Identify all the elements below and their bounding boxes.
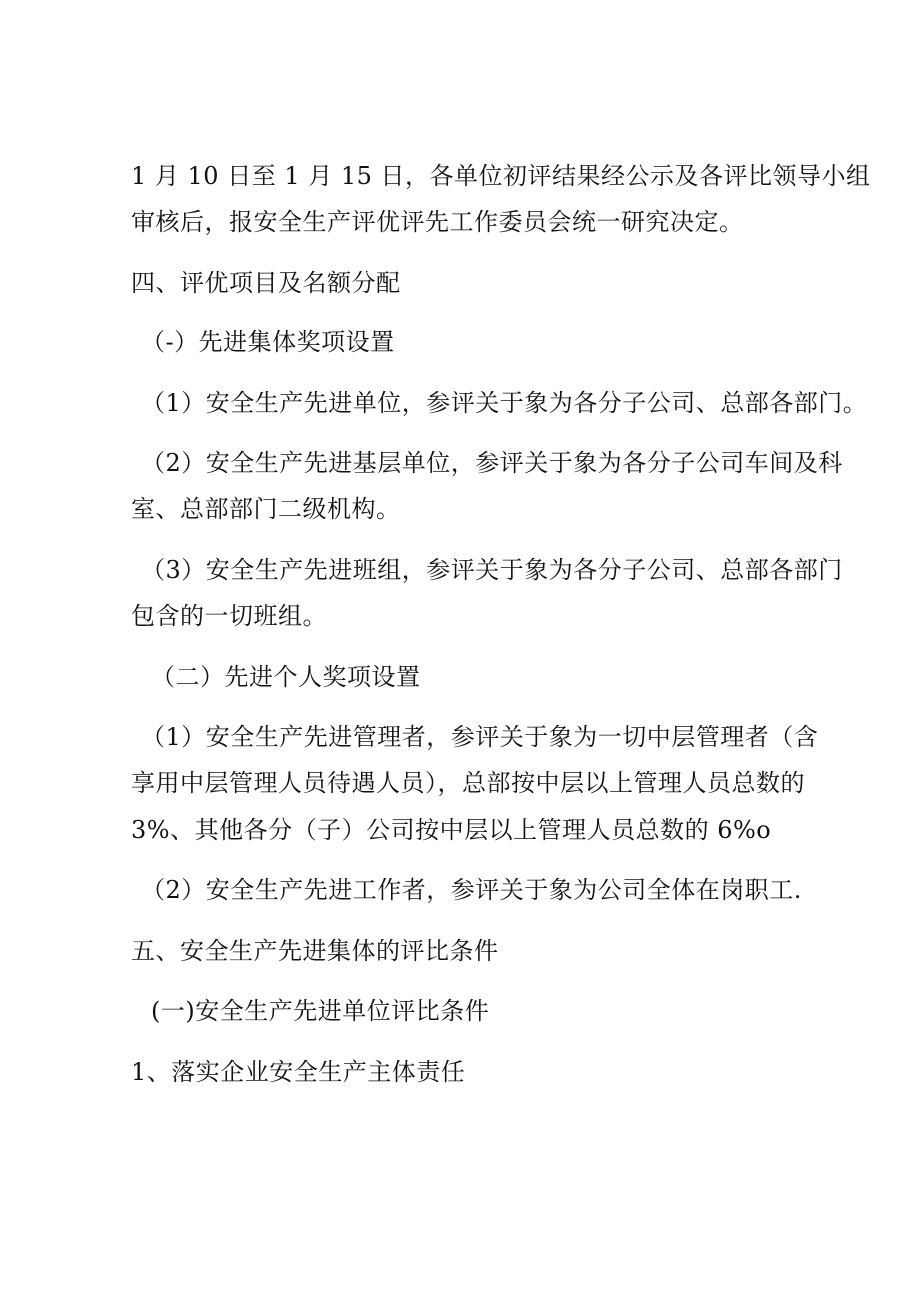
item-line-worker: （2）安全生产先进工作者，参评关于象为公司全体在岗职工. xyxy=(141,876,802,904)
item-line-manager-1: （1）安全生产先进管理者，参评关于象为一切中层管理者（含 xyxy=(141,723,819,751)
item-line-grassroots-unit-2: 室、总部部门二级机构。 xyxy=(131,495,401,523)
item-line-team-2: 包含的一切班组。 xyxy=(131,602,327,630)
subsection-heading-individual: （二）先进个人奖项设置 xyxy=(151,663,421,691)
item-line-team-1: （3）安全生产先进班组，参评关于象为各分子公司、总部各部门 xyxy=(141,556,843,584)
section-heading-4: 四、评优项目及名额分配 xyxy=(131,269,401,297)
subsection-heading-unit-criteria: (一)安全生产先进单位评比条件 xyxy=(151,997,490,1025)
item-line-grassroots-unit-1: （2）安全生产先进基层单位，参评关于象为各分子公司车间及科 xyxy=(141,449,843,477)
criteria-item-1: 1、落实企业安全生产主体责任 xyxy=(131,1058,466,1086)
section-heading-5: 五、安全生产先进集体的评比条件 xyxy=(131,937,499,965)
item-line-manager-3: 3%、其他各分（子）公司按中层以上管理人员总数的 6%o xyxy=(131,816,772,844)
paragraph-line-2: 审核后，报安全生产评优评先工作委员会统一研究决定。 xyxy=(131,208,744,236)
subsection-heading-collective: （-）先进集体奖项设置 xyxy=(141,328,395,356)
item-line-advanced-unit: （1）安全生产先进单位，参评关于象为各分子公司、总部各部门。 xyxy=(141,389,868,417)
item-line-manager-2: 享用中层管理人员待遇人员），总部按中层以上管理人员总数的 xyxy=(131,769,805,797)
paragraph-line-1: 1 月 10 日至 1 月 15 日，各单位初评结果经公示及各评比领导小组 xyxy=(131,162,871,190)
